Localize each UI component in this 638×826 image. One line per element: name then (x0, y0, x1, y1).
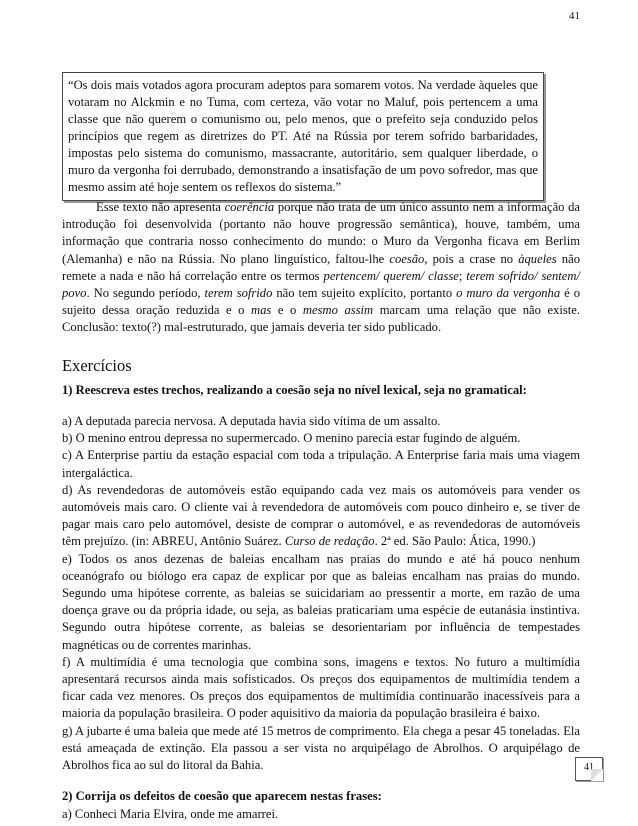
term-terem-sofrido-sentem: terem sofrido/ sentem/ povo (62, 268, 580, 301)
exercise-1e: e) Todos os anos dezenas de baleias encalham nas praias do mundo e até há pouco nenhum oceanógrafo ou biólogo era capaz de explicar por que as baleias encalham nas praias do mundo. Segundo uma hipótese corrente, as baleias se suicidariam ao pressentir a morte, em razão de uma doença grave ou da própria idade, ou seja, as baleias praticariam uma espécie de eutanásia instintiva. Segundo outra hipótese corrente, as baleias se desorientariam por influência de tempestades magnéticas ou de correntes marinhas. (62, 551, 580, 652)
analysis-paragraph: Esse texto não apresenta coerência porque não trata de um único assunto nem a informação da introdução foi desenvolvida (portanto não houve progressão semântica), houve, também, uma informação que contraria nosso conhecimento do mundo: o Muro da Vergonha ficava em Berlim (Alemanha) e não na Rússia. No plano linguístico, faltou-lhe coesão, pois a crase no àqueles não remete a nada e não há correlação entre os termos pertencem/ querem/ classe; terem sofrido/ sentem/ povo. No segundo período, terem sofrido não tem sujeito explícito, portanto o muro da vergonha é o sujeito dessa oração reduzida e o mas e o mesmo assim marcam uma relação que não existe. Conclusão: texto(?) mal-estruturado, que jamais deveria ter sido publicado. (62, 200, 581, 335)
exercise-1b: b) O menino entrou depressa no supermercado. O menino parecia estar fugindo de alguém. (62, 431, 521, 446)
exercise-2-title: 2) Corrija os defeitos de coesão que aparecem nestas frases: (62, 789, 382, 804)
term-coerencia: coerência (224, 200, 275, 214)
exercise-1c: c) A Enterprise partiu da estação espacial com toda a tripulação. A Enterprise faria mais uma viagem intergaláctica. (62, 448, 580, 480)
page-number-top: 41 (569, 10, 580, 22)
document-body (62, 199, 580, 823)
term-aqueles: àqueles (518, 251, 557, 266)
exercise-1g: g) A jubarte é uma baleia que mede até 15 metros de comprimento. Ela chega a pesar 45 toneladas. Ela está ameaçada de extinção. Ela passou a ser vista no arquipélago de Abrolhos. O arquipélago de Abrolhos fica ao sul do litoral da Bahia. (62, 723, 580, 773)
exercise-1a: a) A deputada parecia nervosa. A deputada havia sido vítima de um assalto. (62, 414, 441, 429)
term-muro: o muro da vergonha (456, 286, 561, 301)
term-mas: mas (251, 303, 272, 318)
term-mesmo-assim: mesmo assim (302, 303, 374, 318)
quote-text: “Os dois mais votados agora procuram adeptos para somarem votos. Na verdade àqueles que votaram no Alckmin e no Tuma, com certeza, vão votar no Maluf, pois pertencem a uma classe que não querem o comunismo ou, pelo menos, que o prefeito seja conduzido pelos princípios que regem as diretrizes do PT. Até na Rússia por terem sofrido barbaridades, impostas pelo sistema do comunismo, massacrante, autoritário, sem qualquer liberdade, o muro da vergonha foi derrubado, demonstrando a insatisfação de um povo sofredor, mas que mesmo assim até hoje sentem os reflexos do sistema.” (68, 78, 538, 194)
term-terem-sofrido: terem sofrido (204, 286, 273, 301)
quote-box (62, 72, 544, 201)
exercise-1d: d) As revendedoras de automóveis estão equipando cada vez mais os automóveis para vender os automóveis mais caro. O cliente vai à revendedora de automóveis com pouco dinheiro e, se tiver de pagar mais caro pelo automóvel, desiste de comprar o automóvel, e as revendedoras de automóveis têm prejuízo. (in: ABREU, Antônio Suárez. Curso de redação. 2ª ed. São Paulo: Ática, 1990.) (62, 482, 580, 549)
exercise-1-title: 1) Reescreva estes trechos, realizando a coesão seja no nível lexical, seja no gramatical: (62, 382, 527, 397)
exercises-heading: Exercícios (62, 355, 132, 375)
term-pertencem: pertencem/ querem/ classe (323, 268, 459, 283)
term-coesao: coesão (389, 251, 425, 266)
exercise-1f: f) A multimídia é uma tecnologia que combina sons, imagens e textos. No futuro a multimídia apresentará recursos ainda mais sofisticados. Os preços dos equipamentos de multimídia tendem a ficar cada vez menores. Os preços dos equipamentos de multimídia continuarão inacessíveis para a maioria da população brasileira. O poder aquisitivo da maioria da população brasileira é baixo. (62, 654, 580, 721)
exercise-2a: a) Conheci Maria Elvira, onde me amarrei. (62, 806, 279, 821)
book-title: Curso de redação (284, 534, 375, 549)
page-number-bottom: 41 (575, 757, 603, 781)
